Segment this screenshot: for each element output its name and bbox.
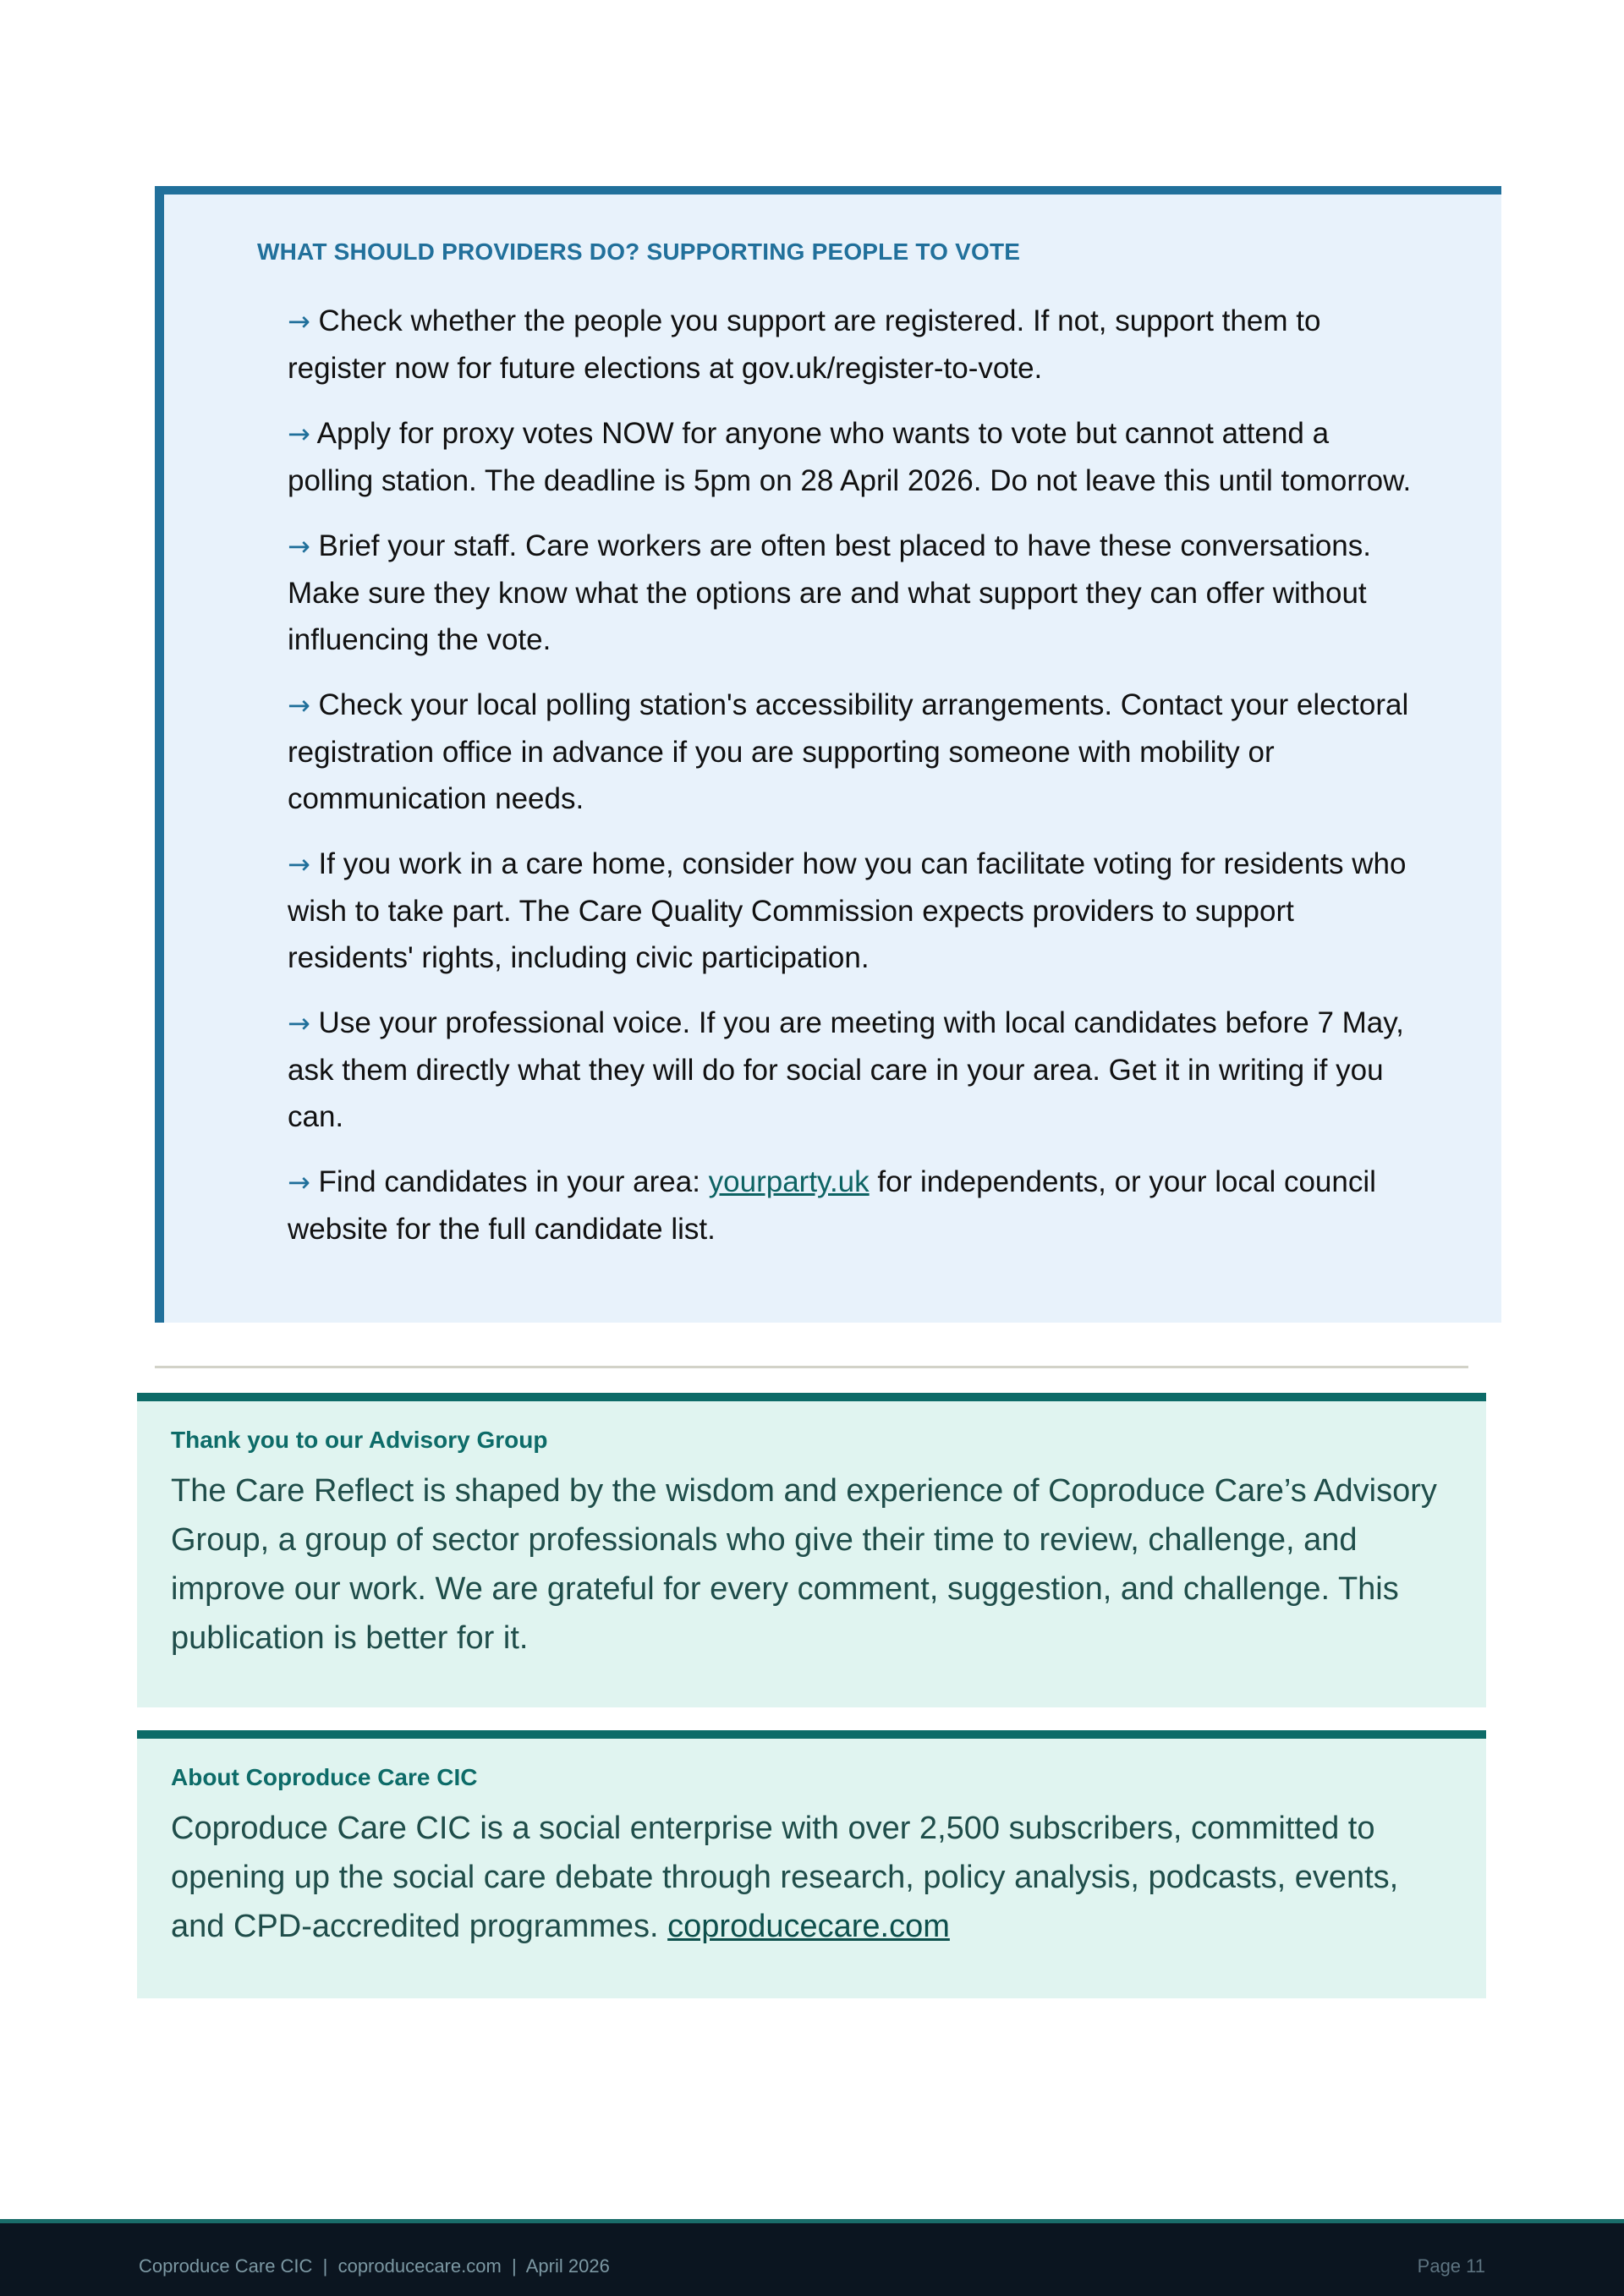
coproducecare-link[interactable]: coproducecare.com bbox=[667, 1909, 950, 1944]
voting-callout-box bbox=[155, 186, 1501, 1323]
advisory-group-panel bbox=[137, 1393, 1486, 1707]
callout-title: WHAT SHOULD PROVIDERS DO? SUPPORTING PEOPLE TO VOTE bbox=[257, 238, 1021, 265]
about-body bbox=[171, 1804, 1452, 1951]
callout-item bbox=[288, 1159, 1421, 1252]
callout-item-text: Check your local polling station's accessibility arrangements. Contact your electoral registration office in advance if you are supporting someone with mobility or communication needs. bbox=[288, 688, 1409, 815]
arrow-right-icon: → bbox=[288, 530, 310, 562]
callout-item-text-before: Find candidates in your area: bbox=[318, 1165, 709, 1198]
callout-item-text: If you work in a care home, consider how you can facilitate voting for residents who wish to take part. The Care Quality Commission expects providers to support residents' rights, including civic participation. bbox=[288, 847, 1407, 974]
callout-item bbox=[288, 841, 1421, 981]
callout-item bbox=[288, 410, 1421, 504]
callout-item-text: Use your professional voice. If you are meeting with local candidates before 7 May, ask them directly what they will do for social care in your area. Get it in writing if you can. bbox=[288, 1006, 1404, 1133]
page-number: Page 11 bbox=[1417, 2255, 1485, 2277]
arrow-right-icon: → bbox=[288, 305, 310, 337]
section-divider bbox=[155, 1366, 1468, 1368]
about-body-text: Coproduce Care CIC is a social enterprise with over 2,500 subscribers, committed to opening up the social care debate through research, policy analysis, podcasts, events, and CPD-accredited programmes. bbox=[171, 1811, 1399, 1944]
arrow-right-icon: → bbox=[288, 418, 310, 450]
callout-item bbox=[288, 1000, 1421, 1140]
callout-item bbox=[288, 523, 1421, 663]
footer-publication-info: Coproduce Care CIC | coproducecare.com | April 2026 bbox=[139, 2255, 610, 2277]
advisory-title: Thank you to our Advisory Group bbox=[171, 1427, 548, 1453]
about-title: About Coproduce Care CIC bbox=[171, 1764, 478, 1790]
callout-item-text-after: for independents, or your local council website for the full candidate list. bbox=[288, 1165, 1376, 1246]
advisory-body: The Care Reflect is shaped by the wisdom and experience of Coproduce Care’s Advisory Group, a group of sector professionals who give their time to review, challenge, and improve our work. We are grateful for every comment, suggestion, and challenge. This publication is better for it. bbox=[171, 1473, 1437, 1656]
arrow-right-icon: → bbox=[288, 1166, 310, 1198]
yourparty-link[interactable]: yourparty.uk bbox=[708, 1165, 870, 1198]
callout-list bbox=[288, 298, 1421, 1271]
callout-item-text: Brief your staff. Care workers are often best placed to have these conversations. Make sure they know what the options are and what support they can offer without influencing the vote. bbox=[288, 529, 1371, 656]
arrow-right-icon: → bbox=[288, 848, 310, 880]
page-footer bbox=[0, 2219, 1624, 2296]
about-panel bbox=[137, 1730, 1486, 1998]
callout-item-text: Apply for proxy votes NOW for anyone who wants to vote but cannot attend a polling station. The deadline is 5pm on 28 April 2026. Do not leave this until tomorrow. bbox=[288, 417, 1412, 497]
arrow-right-icon: → bbox=[288, 689, 310, 721]
arrow-right-icon: → bbox=[288, 1007, 310, 1039]
callout-item-text: Check whether the people you support are registered. If not, support them to register now for future elections at gov.uk/register-to-vote. bbox=[288, 304, 1321, 385]
callout-item bbox=[288, 298, 1421, 392]
callout-item bbox=[288, 682, 1421, 822]
